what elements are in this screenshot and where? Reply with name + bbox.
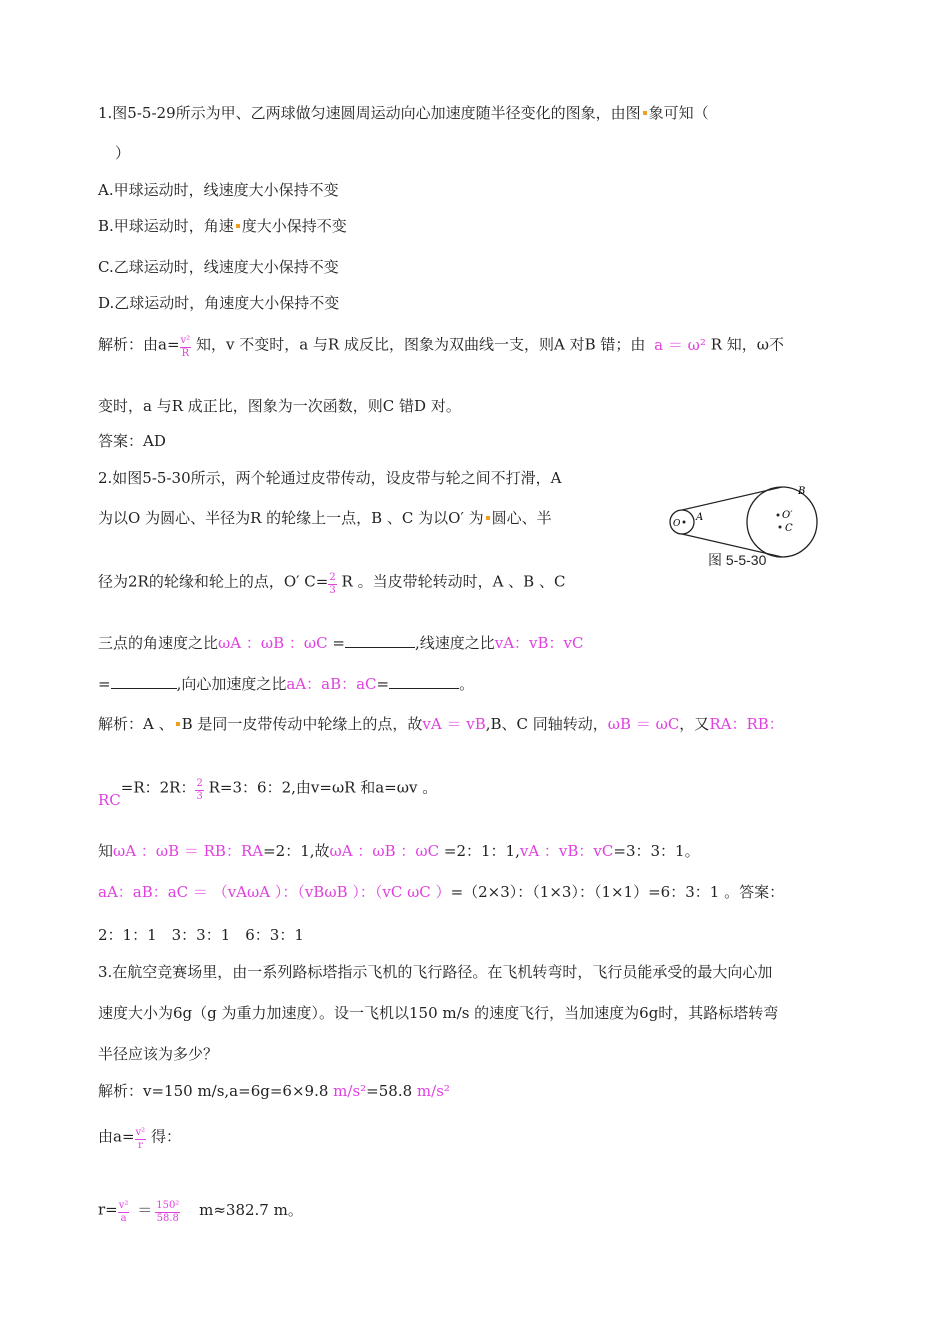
denominator: a <box>120 1213 127 1224</box>
denominator: 58.8 <box>156 1213 179 1224</box>
acceleration-product-ratio: aA：aB：aC ＝ （vAωA ）：（vBωB ）：（vC ωC ） <box>98 883 451 901</box>
q2-text: ,向心加速度之比 <box>176 675 287 693</box>
omega-radius-relation: ωA ：ωB ＝ RB：RA <box>113 842 264 860</box>
q2-text: 为以O 为圆心、半径为R 的轮缘上一点，B 、C 为以O′ 为 <box>98 509 484 527</box>
velocity-ratio-result: vA ：vB：vC <box>519 842 614 860</box>
denominator: 3 <box>329 585 336 596</box>
q2-text: = <box>332 634 345 652</box>
numerator: 150² <box>156 1200 180 1211</box>
q2-answer: 2：1：1 3：3：1 6：3：1 <box>98 926 304 944</box>
sol-text: r= <box>98 1200 118 1219</box>
q2-text: 。 <box>459 675 475 693</box>
sol-text: 解析：A 、 <box>98 715 174 733</box>
label-o: O <box>673 519 681 529</box>
fraction-v2-over-r <box>135 1127 147 1152</box>
sol-text: 由a= <box>98 1127 135 1146</box>
numerator: v² <box>118 1200 129 1211</box>
belt-top <box>682 487 782 510</box>
q1-solution-1 <box>98 333 784 358</box>
q2-text: 三点的角速度之比 <box>98 634 219 652</box>
answer-blank-omega[interactable] <box>345 633 415 648</box>
denominator: 3 <box>196 791 203 802</box>
omega-ratio: ωA ：ωB ：ωC <box>218 634 328 652</box>
label-o-prime: O′ <box>782 510 793 521</box>
center-o-prime <box>777 514 780 517</box>
sol-text: R 知，ω不 <box>710 335 784 354</box>
q2-solution-4 <box>98 882 784 902</box>
q2-text: ,线速度之比 <box>414 634 495 652</box>
q1-option-b-2: 度大小保持不变 <box>241 217 347 235</box>
sol-text: 得： <box>150 1127 181 1146</box>
omega-b-equals-c: ωB ＝ ωC <box>607 715 680 733</box>
q1-text: 1.图5-5-29所示为甲、乙两球做匀速圆周运动向心加速度随半径变化的图象，由图 <box>98 104 641 122</box>
sol-text: ,B、C 同轴转动， <box>485 715 608 733</box>
unit-ms2: m/s² <box>333 1082 367 1100</box>
sol-text: =3：3：1。 <box>613 842 700 860</box>
q3-solution-3 <box>98 1198 303 1223</box>
denominator: r <box>137 1140 143 1151</box>
sol-text: ，又 <box>679 715 710 733</box>
label-b: B <box>798 486 806 497</box>
fraction-150sq-over-58-8 <box>155 1200 180 1225</box>
q1-line1 <box>98 103 709 123</box>
fraction-v2-over-r <box>180 335 192 360</box>
label-a: A <box>696 512 704 523</box>
large-wheel <box>747 487 817 557</box>
sol-text: =58.8 <box>366 1082 413 1100</box>
q3-line1: 3.在航空竞赛场里，由一系列路标塔指示飞机的飞行路径。在飞机转弯时，飞行员能承受的最大向心加 <box>98 963 773 981</box>
q1-line2: ） <box>115 144 131 162</box>
marker-dot <box>643 111 647 115</box>
marker-dot <box>236 224 240 228</box>
fraction-2-over-3 <box>328 572 336 597</box>
q2-line4 <box>98 633 584 653</box>
q2-line3 <box>98 570 565 595</box>
q3-solution-2 <box>98 1125 181 1150</box>
numerator: v² <box>135 1127 146 1138</box>
va-equals-vb: vA ＝ vB <box>422 715 486 733</box>
sol-text: B 是同一皮带传动中轮缘上的点，故 <box>181 715 423 733</box>
q3-line3: 半径应该为多少？ <box>98 1045 219 1063</box>
q1-option-b-1: B.甲球运动时，角速 <box>98 217 234 235</box>
figure-caption: 图 5-5-30 <box>708 552 767 568</box>
sol-text: ＝ <box>137 1200 153 1219</box>
q2-text: 径为2R的轮缘和轮上的点，O′ C= <box>98 572 329 591</box>
q1-option-d: D.乙球运动时，角速度大小保持不变 <box>98 294 340 312</box>
q2-text: R 。当皮带轮转动时，A 、B 、C <box>341 572 566 591</box>
sol-text: =（2×3）：（1×3）：（1×1）=6：3：1 。答案： <box>450 883 785 901</box>
q1-answer: 答案：AD <box>98 432 166 450</box>
point-c <box>779 526 782 529</box>
answer-blank-velocity[interactable] <box>111 674 177 689</box>
sol-text: =2：1：1, <box>443 842 520 860</box>
denominator: R <box>181 348 190 359</box>
q1-solution-2: 变时，a 与R 成正比，图象为一次函数，则C 错D 对。 <box>98 397 461 415</box>
sol-text: 知 <box>98 842 114 860</box>
label-c: C <box>785 523 793 534</box>
center-o <box>683 521 686 524</box>
q2-line2 <box>98 508 552 528</box>
answer-blank-acceleration[interactable] <box>389 674 459 689</box>
sol-text: =R：2R： <box>120 778 196 797</box>
marker-dot <box>176 722 180 726</box>
fraction-v2-over-a <box>118 1200 130 1225</box>
velocity-ratio: vA：vB：vC <box>494 634 584 652</box>
sol-text: 知，v 不变时，a 与R 成反比，图象为双曲线一支，则A 对B 错；由 <box>195 335 646 354</box>
radius-ratio: RA：RB： <box>709 715 784 733</box>
q1-option-a: A.甲球运动时，线速度大小保持不变 <box>98 181 339 199</box>
q2-solution-1 <box>98 714 784 734</box>
q2-line5 <box>98 674 474 694</box>
formula-a-omega: a ＝ ω² <box>654 335 706 354</box>
fraction-2-over-3 <box>195 778 203 803</box>
q1-option-b <box>98 216 347 236</box>
q2-text: = <box>376 675 390 693</box>
q2-text: 圆心、半 <box>491 509 552 527</box>
radius-c: RC <box>98 790 121 809</box>
sol-text: 解析：由a= <box>98 335 180 354</box>
q2-solution-2 <box>98 776 438 809</box>
acceleration-ratio: aA：aB：aC <box>286 675 377 693</box>
q1-text-b: 象可知（ <box>648 104 709 122</box>
sol-text: 解析：v=150 m/s,a=6g=6×9.8 <box>98 1082 329 1100</box>
numerator: 2 <box>196 778 203 789</box>
q2-text: = <box>98 675 111 693</box>
numerator: v² <box>180 335 191 346</box>
q1-option-c: C.乙球运动时，线速度大小保持不变 <box>98 258 339 276</box>
numerator: 2 <box>329 572 336 583</box>
omega-ratio-result: ωA ：ωB ：ωC <box>329 842 440 860</box>
q2-solution-3 <box>98 841 700 861</box>
unit-ms2: m/s² <box>416 1082 450 1100</box>
sol-text: =2：1,故 <box>263 842 330 860</box>
sol-text: m≈382.7 m。 <box>199 1200 303 1219</box>
q3-solution-1 <box>98 1081 450 1101</box>
marker-dot <box>486 516 490 520</box>
sol-text: R=3：6：2,由v=ωR 和a=ωv 。 <box>208 778 438 797</box>
q3-line2: 速度大小为6g（g 为重力加速度）。设一飞机以150 m/s 的速度飞行，当加速度为6g时，其路标塔转弯 <box>98 1004 779 1022</box>
q2-line1: 2.如图5-5-30所示，两个轮通过皮带传动，设皮带与轮之间不打滑，A <box>98 469 562 487</box>
